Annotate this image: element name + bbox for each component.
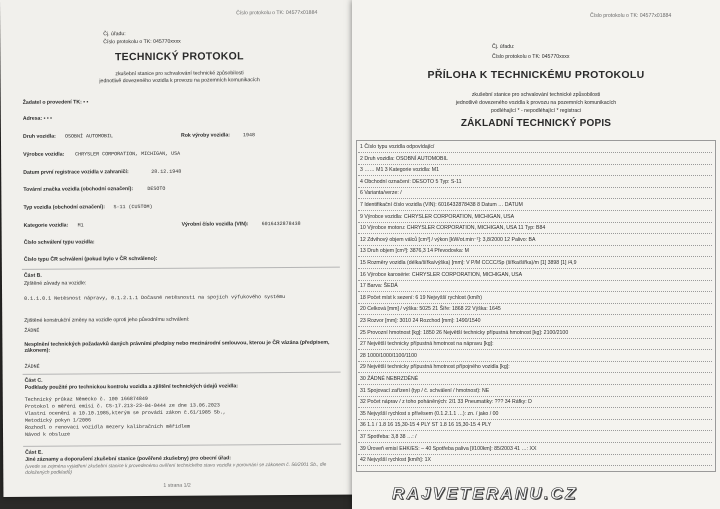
divider [22,267,340,270]
row-separator [358,280,712,281]
spec-row: 39 Úroveň emisí EHK/ES: – 40 Spotřeba paliva [l/100km]: 85/2003 41 …: XX [360,445,537,452]
row-separator [358,442,712,443]
subtitle-line-2: jednotlivě dovezeného vozidla k provozu na pozemních komunikacích [455,100,617,106]
spec-row: 30 ŽÁDNÉ NEBRZDĚNÉ [360,376,419,382]
row-separator [358,245,712,246]
row-separator [358,210,712,211]
spec-row: 2 Druh vozidla: OSOBNÍ AUTOMOBIL [360,155,448,162]
spec-row: 16 Výrobce karosérie: CHRYSLER CORPORATION, MICHIGAN, USA [360,271,523,278]
spec-row: 12 Zdvihový objem válců [cm³] / výkon [kW/ot.min⁻¹]: 3,8/2000 12 Palivo: BA [360,236,536,243]
document-line: Návod k obsluze [25,431,71,438]
spec-row: 13 Druh objem [cm³]: 3876,3 14 Převodovka: M [360,248,469,255]
row-separator [358,326,712,327]
part-e-description: Jiné záznamy a doporučení zkušební stanice (pověřené zkušebny) pro obecní úřad: [25,455,232,463]
divider [23,372,341,375]
page-title: TECHNICKÝ PROTOKOL [114,50,244,64]
document-line: Vlastní ocenění a 10.10.1985,kterým se provádí zákon č.61/1985 Sb., [24,409,226,417]
category-label: Kategorie vozidla: [23,222,69,229]
row-separator [358,396,712,397]
divider [23,444,341,447]
spec-row: 6 Varianta/verze: / [360,190,402,197]
row-separator [358,222,712,223]
first-registration-label: Datum první registrace vozidla v zahraničí: [23,169,129,176]
section-title: ZÁKLADNÍ TECHNICKÝ POPIS [460,118,612,129]
row-separator [358,256,712,257]
row-separator [358,268,712,269]
maker-value: CHRYSLER CORPORATION, MICHIGAN, USA [75,150,181,158]
year-value: 1948 [242,132,255,139]
applicant-label: Žadatel o provedení TK: ▪ ▪ [22,99,89,106]
document-line: Metodický pokyn 1/2006 [24,417,91,424]
technical-protocol-page [0,0,361,497]
row-separator [358,291,712,292]
part-c-heading: Část C. [24,377,43,384]
document-line: Technický průkaz Německo č. 100 166874849 [24,395,148,403]
vehicle-type-label: Druh vozidla: [22,133,56,140]
row-separator [358,407,712,408]
row-separator [358,465,712,466]
spec-row: 25 Provozní hmotnost [kg]: 1850 26 Největší technicky přípustná hmotnost [kg]: 2100/2100 [360,329,569,336]
corner-protocol-number: Číslo protokolu o TK: 04577x01884 [236,9,318,17]
model-value: S-11 (CUSTOM) [113,203,153,211]
subtitle-line-1: zkušební stanice pro schvalování technické způsobilosti [115,70,244,78]
row-separator [358,152,712,153]
part-e-heading: Část E. [25,449,43,456]
spec-row: 20 Celková [mm] / výška: 5025 21 Šíře: 1868 22 Výška: 1645 [360,306,501,313]
watermark: RAJVETERANU.CZ [392,484,578,503]
part-e-note: (uvede se zejména vyjádření zkušební stanice k provedenému ověření technického stavu vozidla v porovnání se zákonem č. 56/2001 Sb., dle doložených podkladů) [25,462,327,476]
part-b-heading: Část B. [23,272,42,279]
vin-label: Výrobní číslo vozidla (VIN): [181,221,249,228]
part-b-description: Zjištěné závady na vozidle: [23,280,87,287]
document-line: Protokol o měření emisí č. CS-17.213-23-04-0444 ze dne 13.06.2023 [24,402,220,410]
row-separator [358,198,712,199]
subtitle-line-3: podléhající * - nepodléhající * registraci [491,108,581,114]
fulfilment-label: Nesplnění technických požadavků daných právními předpisy nebo mezinárodní smlouvou, kterou je ČR vázána (předpisem, zákonem): [24,339,330,354]
spec-row: 23 Rozvor [mm]: 3010 24 Rozchod [mm]: 1490/1540 [360,318,481,324]
spec-row: 17 Barva: ŠEDÁ [360,283,398,290]
address-label: Adresa: ▪ ▪ ▪ [22,115,53,122]
spec-row: 36 1.1 / 1.8 16 15,30-15 4 PLY ST 1.8 16 15,30-15 4 PLY [360,422,492,429]
spec-row: 9 Výrobce vozidla: CHRYSLER CORPORATION, MICHIGAN, USA [360,213,515,220]
brand-value: DESOTO [147,185,166,192]
category-value: M1 [77,222,84,229]
spec-row: 7 Identifikační číslo vozidla (VIN): 6016432878438 8 Datum … DATUM [360,202,523,208]
protocol-number-field: Číslo protokolu o TK: 045770xxxx [103,38,181,46]
year-label: Rok výroby vozidla: [180,132,230,139]
cz-type-label: Číslo typu ČR schválení (pokud bylo v ČR schváleno): [23,255,158,263]
spec-row: 29 Největší technicky přípustná hmotnost přípojného vozidla [kg]: [360,364,510,371]
row-separator [358,430,712,431]
part-c-description: Podklady použité pro technickou kontrolu vozidla a zjištění technických údajů vozidla: [24,383,239,391]
row-separator [358,164,712,165]
spec-row: 15 Rozměry vozidla (délka/šířka/výška) [mm]: V P/M CCCC/Sp (šířka/šířka)/m [1] 3898 [1] /4,9 [360,260,577,266]
spec-row: 18 Počet míst k sezení: 6 19 Nejvyšší rychlost (km/h) [360,294,482,301]
row-separator [358,372,712,373]
row-separator [358,175,712,176]
subtitle-line-1: zkušební stanice pro schvalování technické způsobilosti [471,92,601,98]
row-separator [358,303,712,304]
model-label: Typ vozidla (obchodní označení): [23,204,105,211]
technical-annex-page [352,0,720,509]
spec-row: 28 1000/1000/1100/1100 [360,352,417,359]
defects-text: 0.1.1.0.1 Netěsnost nápravy, 0.1.2.1.1 Dočasné netěsnosti na spojích výfukového systému [24,294,286,302]
spec-row: 3 …… M1 3 Kategorie vozidla: M1 [360,167,440,174]
office-ref-field: Čj. úřadu: [103,31,126,38]
corner-protocol-number: Číslo protokolu o TK: 04577x01884 [590,13,672,19]
vin-value: 6016432878438 [261,220,301,228]
row-separator [358,187,712,188]
row-separator [358,349,712,350]
document-line: Rozhodl o renovaci vozidla mezery kalibračních měřidlem [24,423,191,431]
approval-label: Číslo schválení typu vozidla: [23,239,95,246]
changes-value: ŽÁDNÉ [24,327,40,334]
row-separator [358,361,712,362]
spec-row: 42 Nejvyšší rychlost [km/h]: 1X [360,457,431,464]
row-separator [358,454,712,455]
office-ref-field: Čj. úřadu: [492,44,515,50]
maker-label: Výrobce vozidla: [23,151,65,158]
row-separator [358,233,712,234]
annex-title: PŘÍLOHA K TECHNICKÉMU PROTOKOLU [427,69,645,81]
protocol-number-field: Číslo protokolu o TK: 045770xxxx [492,54,570,60]
spec-row: 10 Výrobce motoru: CHRYSLER CORPORATION, MICHIGAN, USA 11 Typ: B84 [360,225,546,232]
spec-row: 1 Číslo typu vozidla odpovídající [360,144,435,150]
spec-row: 31 Spojovací zařízení (typ / č. schválení / hmotnost): NE [360,387,490,394]
subtitle-line-2: jednotlivě dovezeného vozidla k provozu na pozemních komunikacích [99,77,260,85]
spec-row: 35 Nejvyšší rychlost s přívěsem (0.1.2.1.1 …): zn. / jako / 00 [360,410,499,417]
changes-label: Zjištěné konstrukční změny na vozidle oproti jeho původnímu schválení: [24,316,190,324]
spec-row: 37 Spotřeba: 3,8 38 …: / [360,434,417,440]
vehicle-type-value: OSOBNÍ AUTOMOBIL [64,133,113,140]
spec-row: 32 Počet náprav / z toho poháněných: 2/1 33 Pneumatiky: ??? 34 Ráfky: D [360,399,532,406]
row-separator [358,419,712,420]
brand-label: Tovární značka vozidla (obchodní označení): [23,186,134,193]
row-separator [358,384,712,385]
row-separator [358,314,712,315]
page-number: 1 strana 1/2 [163,482,191,489]
first-registration-value: 28.12.1948 [151,168,182,175]
row-separator [358,338,712,339]
spec-row: 27 Největší technicky přípustná hmotnost na nápravu [kg]: [360,341,494,348]
spec-row: 4 Obchodní označení: DESOTO 5 Typ: S-11 [360,178,462,185]
fulfilment-value: ŽÁDNÉ [24,363,40,370]
